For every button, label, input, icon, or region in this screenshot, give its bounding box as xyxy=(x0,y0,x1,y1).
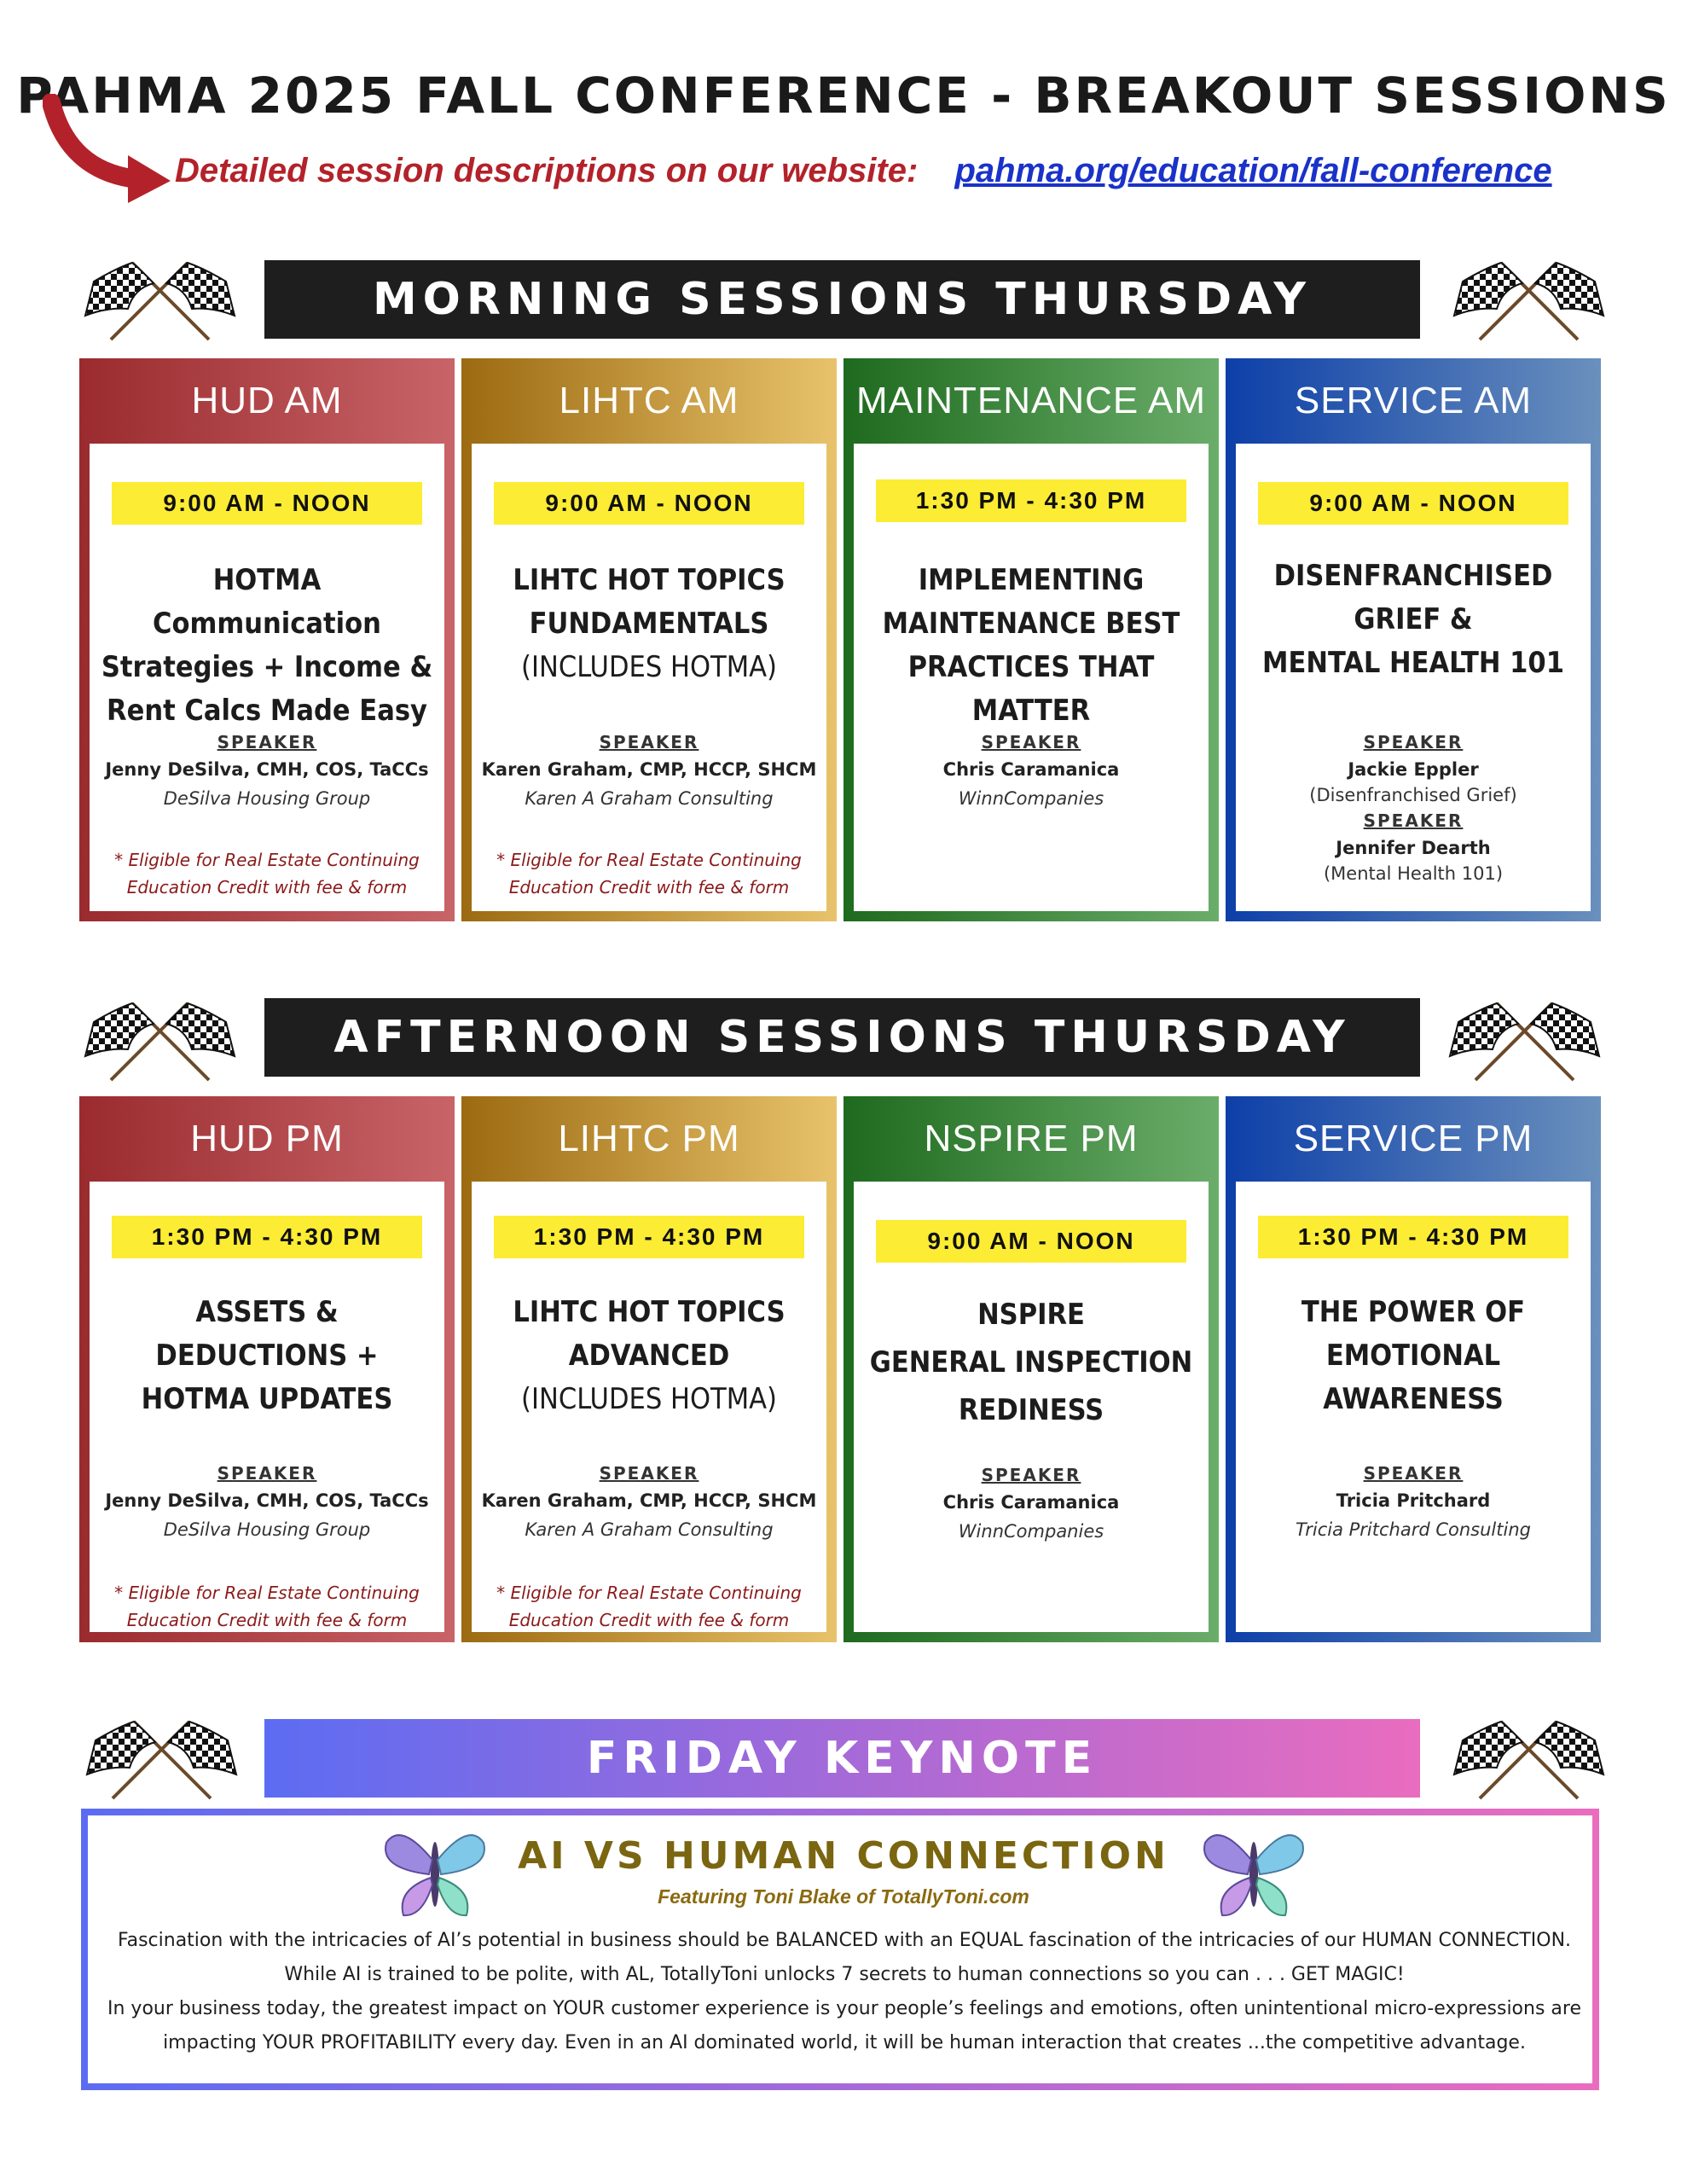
time-badge: 1:30 PM - 4:30 PM xyxy=(494,1216,804,1258)
afternoon-banner: AFTERNOON SESSIONS THURSDAY xyxy=(264,998,1420,1077)
credit-note: * Eligible for Real Estate Continuing Education Credit with fee & form xyxy=(496,850,802,897)
subtitle-lead: Detailed session descriptions on our website: xyxy=(175,152,919,189)
session-title: IMPLEMENTING MAINTENANCE BEST PRACTICES THAT MATTER xyxy=(882,563,1180,728)
speaker-block: SPEAKER Chris Caramanica WinnCompanies xyxy=(942,1465,1120,1542)
session-title: DISENFRANCHISED GRIEF & MENTAL HEALTH 101 xyxy=(1262,559,1564,680)
card-heading: LIHTC AM xyxy=(559,380,739,421)
checkered-flags-icon xyxy=(81,996,239,1082)
speaker-block: SPEAKER Chris Caramanica WinnCompanies xyxy=(942,732,1120,809)
credit-note: * Eligible for Real Estate Continuing Education Credit with fee & form xyxy=(114,850,420,897)
session-title: ASSETS & DEDUCTIONS + HOTMA UPDATES xyxy=(141,1295,393,1416)
speaker-block: SPEAKER Karen Graham, CMP, HCCP, SHCM Karen A Graham Consulting xyxy=(481,1463,817,1540)
session-title: LIHTC HOT TOPICS FUNDAMENTALS (INCLUDES HOTMA) xyxy=(513,563,786,684)
speaker-block: SPEAKER Jenny DeSilva, CMH, COS, TaCCs DeSilva Housing Group xyxy=(105,732,429,809)
session-card-hud-pm[interactable] xyxy=(79,1096,455,1642)
website-link[interactable]: pahma.org/education/fall-conference xyxy=(954,152,1552,189)
session-card-hud-am[interactable] xyxy=(79,358,455,921)
session-card-lihtc-pm[interactable] xyxy=(461,1096,837,1642)
speaker-block: SPEAKER Karen Graham, CMP, HCCP, SHCM Karen A Graham Consulting xyxy=(481,732,817,809)
credit-note: * Eligible for Real Estate Continuing Education Credit with fee & form xyxy=(114,1583,420,1630)
card-heading: MAINTENANCE AM xyxy=(855,380,1207,421)
card-heading: SERVICE PM xyxy=(1293,1118,1533,1159)
curved-arrow-icon xyxy=(43,94,179,205)
checkered-flags-icon xyxy=(1446,996,1603,1082)
time-badge: 9:00 AM - NOON xyxy=(876,1220,1186,1263)
keynote-banner: FRIDAY KEYNOTE xyxy=(264,1719,1420,1798)
time-badge: 9:00 AM - NOON xyxy=(1258,482,1568,525)
morning-banner: MORNING SESSIONS THURSDAY xyxy=(264,260,1420,339)
card-heading: LIHTC PM xyxy=(558,1118,740,1159)
session-card-service-am[interactable] xyxy=(1226,358,1601,921)
time-badge: 9:00 AM - NOON xyxy=(112,482,422,525)
session-card-service-pm[interactable] xyxy=(1226,1096,1601,1642)
session-card-maintenance-am[interactable] xyxy=(844,358,1219,921)
checkered-flags-icon xyxy=(81,256,239,341)
speaker-block: SPEAKER Tricia Pritchard Tricia Pritchard Consulting xyxy=(1296,1463,1531,1540)
session-card-nspire-pm[interactable] xyxy=(844,1096,1219,1642)
session-title: THE POWER OF EMOTIONAL AWARENESS xyxy=(1301,1295,1526,1416)
time-badge: 1:30 PM - 4:30 PM xyxy=(112,1216,422,1258)
time-badge: 9:00 AM - NOON xyxy=(494,482,804,525)
checkered-flags-icon xyxy=(1450,256,1608,341)
card-heading: SERVICE AM xyxy=(1294,380,1533,421)
session-title: HOTMA Communication Strategies + Income & Rent Calcs Made Easy xyxy=(101,563,433,728)
keynote-description: Fascination with the intricacies of AI’s potential in business should be BALANCED with an EQUAL fascination of the intricacies of our HUMAN CONNECTION. While AI is trained to be polite, with AL, TotallyToni unlocks 7 secrets to human connections so you can . . . GET MAGIC! In your business today, the greatest impact on YOUR customer experience is your people’s feelings and emotions, often unintentional micro-expressions are impacting YOUR PROFITABILITY every day. Even in an AI dominated world, it will be human interaction that creates ...the competitive advantage. xyxy=(107,1930,1581,2053)
keynote-title: AI VS HUMAN CONNECTION xyxy=(518,1834,1169,1878)
checkered-flags-icon xyxy=(1450,1715,1608,1800)
credit-note: * Eligible for Real Estate Continuing Education Credit with fee & form xyxy=(496,1583,802,1630)
card-heading: HUD AM xyxy=(191,380,343,421)
keynote-featuring: Featuring Toni Blake of TotallyToni.com xyxy=(658,1885,1029,1908)
checkered-flags-icon xyxy=(83,1715,241,1800)
page-title: PAHMA 2025 FALL CONFERENCE - BREAKOUT SESSIONS xyxy=(16,67,1671,125)
time-badge: 1:30 PM - 4:30 PM xyxy=(1258,1216,1568,1258)
session-card-lihtc-am[interactable] xyxy=(461,358,837,921)
session-title: NSPIRE GENERAL INSPECTION REDINESS xyxy=(869,1298,1193,1427)
speaker-block: SPEAKER Jackie Eppler (Disenfranchised Grief) SPEAKER Jennifer Dearth (Mental Health 101) xyxy=(1309,732,1517,884)
session-title: LIHTC HOT TOPICS ADVANCED (INCLUDES HOTMA) xyxy=(513,1295,786,1416)
subtitle xyxy=(175,152,1574,190)
time-badge: 1:30 PM - 4:30 PM xyxy=(876,479,1186,522)
card-heading: HUD PM xyxy=(190,1118,344,1159)
speaker-block: SPEAKER Jenny DeSilva, CMH, COS, TaCCs DeSilva Housing Group xyxy=(105,1463,429,1540)
card-heading: NSPIRE PM xyxy=(924,1118,1139,1159)
